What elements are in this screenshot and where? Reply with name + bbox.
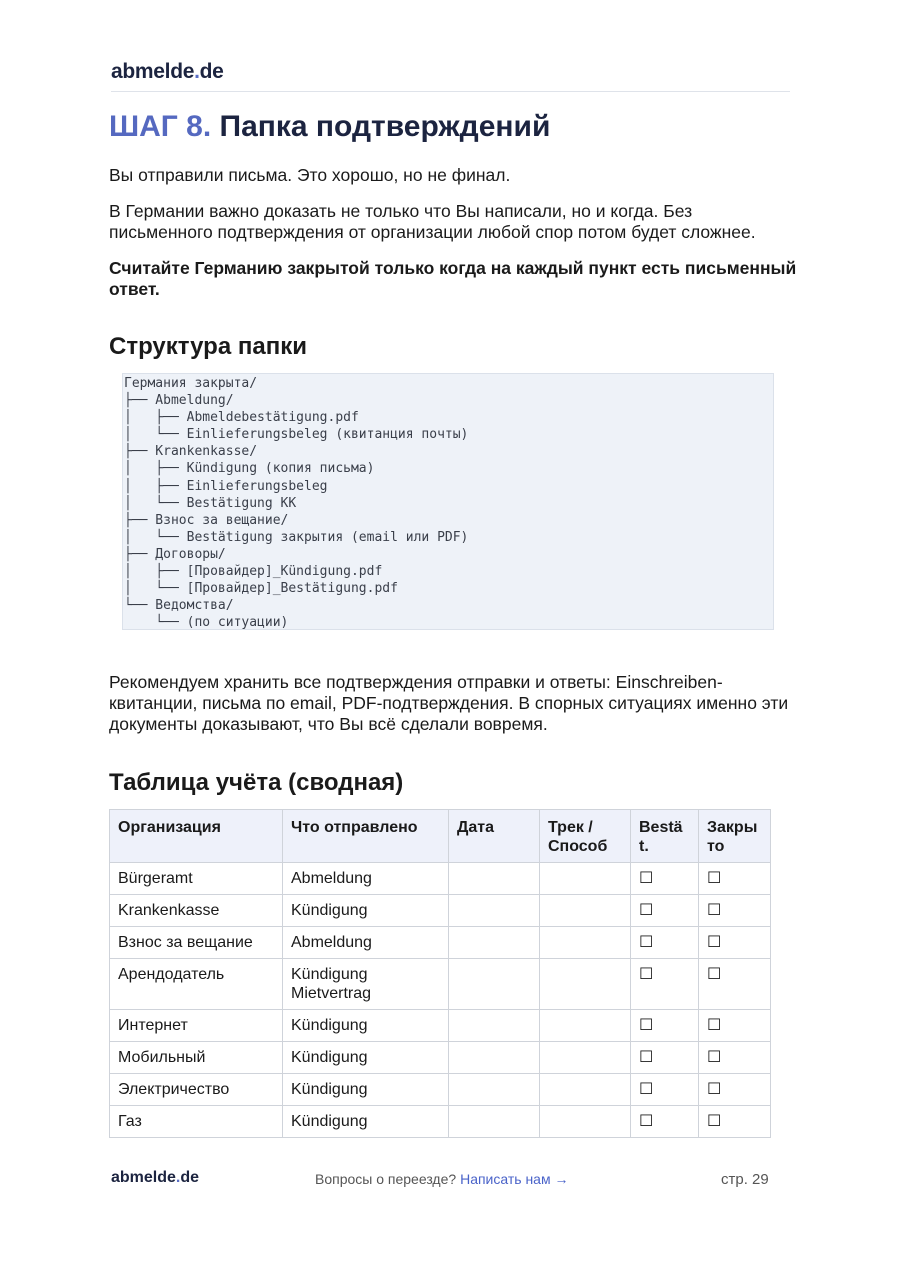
confirmed-checkbox[interactable]: ☐ <box>631 895 699 927</box>
organization-cell: Мобильный <box>110 1042 283 1074</box>
table-row <box>110 863 771 895</box>
footer-brand-logo[interactable] <box>111 1169 199 1187</box>
organization-cell: Krankenkasse <box>110 895 283 927</box>
ledger-table <box>109 809 771 1138</box>
recommendation-paragraph: Рекомендуем хранить все подтверждения отправки и ответы: Einschreiben-квитанции, письма по email, PDF-подтверждения. В спорных ситуациях именно эти документы доказывают, что Вы всё сделали вовремя. <box>109 672 789 734</box>
column-header-date: Дата <box>449 810 540 863</box>
confirmed-checkbox[interactable]: ☐ <box>631 1010 699 1042</box>
confirmed-checkbox[interactable]: ☐ <box>631 1042 699 1074</box>
tree-line: ├── Krankenkasse/ <box>124 444 258 460</box>
tracking-cell <box>540 863 631 895</box>
tree-line: ├── Abmeldung/ <box>124 393 234 409</box>
date-cell <box>449 895 540 927</box>
closed-checkbox[interactable]: ☐ <box>699 863 771 895</box>
footer-brand-name: abmelde <box>111 1169 176 1186</box>
sent-cell: Kündigung <box>283 895 449 927</box>
tracking-cell <box>540 1106 631 1138</box>
structure-heading: Структура папки <box>109 333 307 360</box>
tree-line: │ ├── [Провайдер]_Kündigung.pdf <box>124 564 383 580</box>
tracking-cell <box>540 895 631 927</box>
table-row <box>110 927 771 959</box>
tree-line: │ └── Bestätigung закрытия (email или PDF) <box>124 529 469 545</box>
sent-cell: Kündigung <box>283 1074 449 1106</box>
intro-emphasis: Считайте Германию закрытой только когда на каждый пункт есть письменный ответ. <box>109 258 797 299</box>
footer-contact <box>315 1171 568 1187</box>
tree-line: ├── Взнос за вещание/ <box>124 512 289 528</box>
tree-line: │ ├── Abmeldebestätigung.pdf <box>124 410 359 426</box>
confirmed-checkbox[interactable]: ☐ <box>631 959 699 1010</box>
brand-tld: de <box>199 60 224 83</box>
sent-cell: Abmeldung <box>283 863 449 895</box>
sent-cell: Kündigung <box>283 1042 449 1074</box>
tree-line: │ └── Bestätigung KK <box>124 495 297 511</box>
confirmed-checkbox[interactable]: ☐ <box>631 1106 699 1138</box>
folder-structure-code-block <box>122 373 774 630</box>
step-number: ШАГ 8. <box>109 110 212 143</box>
tree-line: │ └── Einlieferungsbeleg (квитанция почты) <box>124 427 469 443</box>
tracking-cell <box>540 1074 631 1106</box>
sent-cell: Kündigung Mietvertrag <box>283 959 449 1010</box>
ledger-header-row <box>110 810 771 863</box>
title-text: Папка подтверждений <box>219 110 551 143</box>
tree-line: Германия закрыта/ <box>124 376 258 391</box>
intro-paragraph-1: Вы отправили письма. Это хорошо, но не финал. <box>109 165 511 185</box>
organization-cell: Взнос за вещание <box>110 927 283 959</box>
column-header-tracking: Трек / Способ <box>540 810 631 863</box>
closed-checkbox[interactable]: ☐ <box>699 1074 771 1106</box>
date-cell <box>449 959 540 1010</box>
table-row <box>110 1074 771 1106</box>
tracking-cell <box>540 1042 631 1074</box>
date-cell <box>449 927 540 959</box>
tree-line: │ ├── Kündigung (копия письма) <box>124 461 375 477</box>
table-row <box>110 1042 771 1074</box>
footer-question: Вопросы о переезде? <box>315 1171 457 1187</box>
tree-line: ├── Договоры/ <box>124 546 226 562</box>
brand-name: abmelde <box>111 60 195 83</box>
organization-cell: Электричество <box>110 1074 283 1106</box>
table-row <box>110 1010 771 1042</box>
table-row <box>110 1106 771 1138</box>
confirmed-checkbox[interactable]: ☐ <box>631 1074 699 1106</box>
date-cell <box>449 1106 540 1138</box>
footer-brand-tld: de <box>180 1169 200 1186</box>
brand-logo[interactable] <box>111 60 224 84</box>
page-title <box>109 110 550 144</box>
organization-cell: Bürgeramt <box>110 863 283 895</box>
organization-cell: Арендодатель <box>110 959 283 1010</box>
organization-cell: Газ <box>110 1106 283 1138</box>
column-header-confirmed: Bestä t. <box>631 810 699 863</box>
closed-checkbox[interactable]: ☐ <box>699 1042 771 1074</box>
tree-line: └── Ведомства/ <box>124 598 234 614</box>
footer-brand-dot: . <box>175 1169 181 1186</box>
tracking-cell <box>540 959 631 1010</box>
closed-checkbox[interactable]: ☐ <box>699 1010 771 1042</box>
contact-link[interactable]: Написать нам → <box>460 1171 569 1187</box>
organization-cell: Интернет <box>110 1010 283 1042</box>
date-cell <box>449 1042 540 1074</box>
tracking-cell <box>540 927 631 959</box>
tree-line: │ └── [Провайдер]_Bestätigung.pdf <box>124 581 398 597</box>
sent-cell: Kündigung <box>283 1010 449 1042</box>
column-header-sent: Что отправлено <box>283 810 449 863</box>
closed-checkbox[interactable]: ☐ <box>699 959 771 1010</box>
sent-cell: Abmeldung <box>283 927 449 959</box>
closed-checkbox[interactable]: ☐ <box>699 927 771 959</box>
closed-checkbox[interactable]: ☐ <box>699 895 771 927</box>
sent-cell: Kündigung <box>283 1106 449 1138</box>
date-cell <box>449 1074 540 1106</box>
date-cell <box>449 863 540 895</box>
table-row <box>110 895 771 927</box>
closed-checkbox[interactable]: ☐ <box>699 1106 771 1138</box>
tracking-cell <box>540 1010 631 1042</box>
header-divider <box>111 91 790 92</box>
confirmed-checkbox[interactable]: ☐ <box>631 927 699 959</box>
tree-line: └── (по ситуации) <box>124 615 289 631</box>
page-number: стр. 29 <box>721 1171 769 1188</box>
table-row <box>110 959 771 1010</box>
brand-dot: . <box>194 60 200 83</box>
date-cell <box>449 1010 540 1042</box>
column-header-organization: Организация <box>110 810 283 863</box>
confirmed-checkbox[interactable]: ☐ <box>631 863 699 895</box>
tree-line: │ ├── Einlieferungsbeleg <box>124 478 328 494</box>
intro-paragraph-2: В Германии важно доказать не только что Вы написали, но и когда. Без письменного подтверждения от организации любой спор потом будет сложнее. <box>109 201 756 242</box>
column-header-closed: Закры то <box>699 810 771 863</box>
ledger-heading: Таблица учёта (сводная) <box>109 769 404 796</box>
